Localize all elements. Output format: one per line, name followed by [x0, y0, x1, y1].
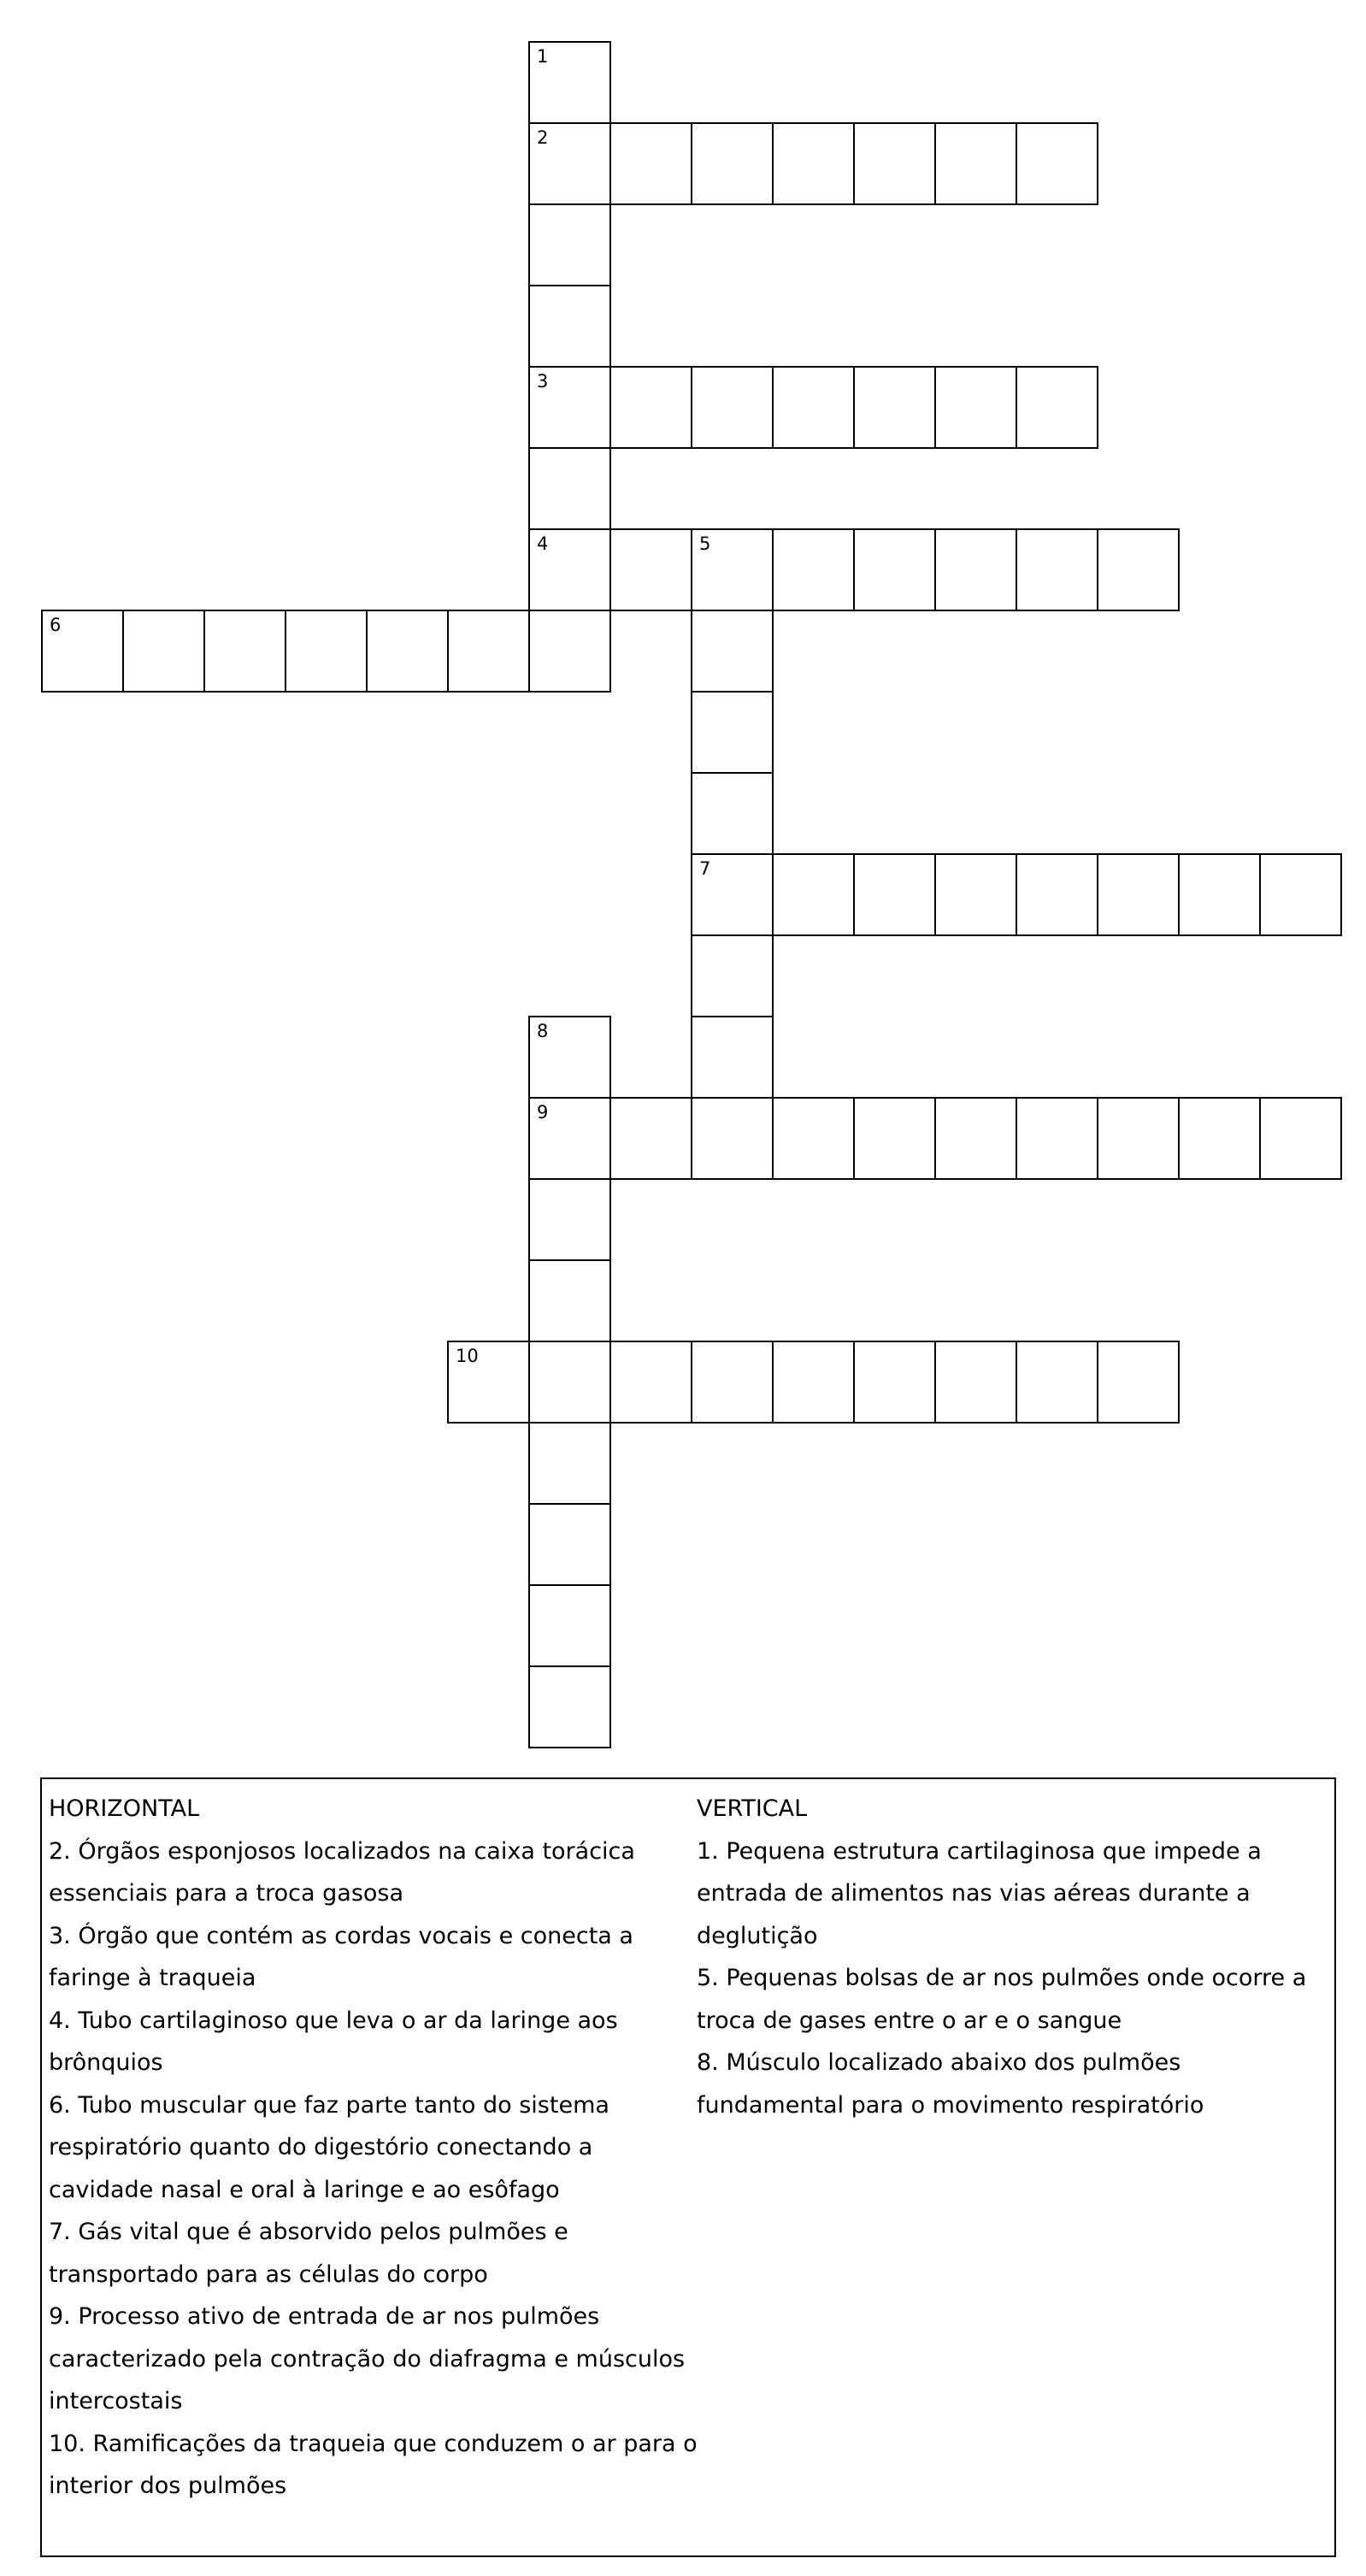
grid-cell[interactable] [691, 1097, 774, 1180]
grid-cell[interactable] [853, 366, 936, 449]
clue-horizontal-9: 9. Processo ativo de entrada de ar nos pulmões caracterizado pela contração do diafragma e músculos intercostais [49, 2303, 686, 2414]
clue-vertical-8: 8. Músculo localizado abaixo dos pulmões fundamental para o movimento respiratório [697, 2049, 1204, 2119]
grid-cell[interactable] [528, 1016, 611, 1099]
clue-number: 10 [456, 1346, 479, 1366]
grid-cell[interactable] [772, 853, 855, 936]
grid-cell[interactable] [609, 1097, 692, 1180]
clue-horizontal-10: 10. Ramificações da traqueia que conduzem o ar para o interior dos pulmões [49, 2430, 698, 2499]
grid-cell[interactable] [934, 1341, 1017, 1424]
clue-number: 4 [537, 533, 549, 554]
clue-number: 2 [537, 127, 549, 148]
grid-cell[interactable] [528, 1422, 611, 1505]
grid-cell[interactable] [1016, 366, 1098, 449]
grid-cell[interactable] [853, 853, 936, 936]
grid-cell[interactable] [528, 1665, 611, 1748]
grid-cell[interactable] [528, 1341, 611, 1424]
grid-cell[interactable] [366, 610, 449, 693]
clue-number: 1 [537, 46, 549, 67]
grid-cell[interactable] [691, 122, 774, 205]
horizontal-clues [49, 1788, 698, 2508]
grid-cell[interactable] [853, 122, 936, 205]
grid-cell[interactable] [1259, 1097, 1342, 1180]
grid-cell[interactable] [1016, 1097, 1098, 1180]
vertical-clues [697, 1788, 1331, 2126]
grid-cell[interactable] [528, 1503, 611, 1586]
grid-cell[interactable] [528, 610, 611, 693]
grid-cell[interactable] [691, 366, 774, 449]
grid-cell[interactable] [853, 1341, 936, 1424]
grid-cell[interactable] [1097, 853, 1180, 936]
grid-cell[interactable] [609, 528, 692, 611]
grid-cell[interactable] [447, 1341, 530, 1424]
grid-cell[interactable] [1097, 1097, 1180, 1180]
grid-cell[interactable] [934, 853, 1017, 936]
grid-cell[interactable] [691, 1341, 774, 1424]
grid-cell[interactable] [609, 366, 692, 449]
clue-horizontal-3: 3. Órgão que contém as cordas vocais e conecta a faringe à traqueia [49, 1922, 633, 1991]
clue-horizontal-4: 4. Tubo cartilaginoso que leva o ar da laringe aos brônquios [49, 2007, 618, 2076]
clue-vertical-1: 1. Pequena estrutura cartilaginosa que impede a entrada de alimentos nas vias aéreas durante a deglutição [697, 1837, 1262, 1949]
grid-cell[interactable] [528, 1259, 611, 1342]
grid-cell[interactable] [691, 528, 774, 611]
grid-cell[interactable] [609, 1341, 692, 1424]
grid-cell[interactable] [528, 447, 611, 530]
grid-cell[interactable] [1097, 528, 1180, 611]
clue-number: 8 [537, 1021, 549, 1041]
grid-cell[interactable] [691, 1016, 774, 1099]
clue-horizontal-2: 2. Órgãos esponjosos localizados na caixa torácica essenciais para a troca gasosa [49, 1837, 635, 1907]
clue-number: 5 [699, 533, 711, 554]
grid-cell[interactable] [122, 610, 205, 693]
horizontal-title: HORIZONTAL [49, 1795, 200, 1822]
grid-cell[interactable] [528, 528, 611, 611]
grid-cell[interactable] [528, 366, 611, 449]
grid-cell[interactable] [934, 1097, 1017, 1180]
grid-cell[interactable] [1016, 1341, 1098, 1424]
grid-cell[interactable] [691, 853, 774, 936]
grid-cell[interactable] [934, 366, 1017, 449]
grid-cell[interactable] [528, 1097, 611, 1180]
grid-cell[interactable] [203, 610, 286, 693]
grid-cell[interactable] [853, 1097, 936, 1180]
clue-number: 6 [50, 615, 62, 635]
grid-cell[interactable] [691, 934, 774, 1017]
grid-cell[interactable] [853, 528, 936, 611]
grid-cell[interactable] [447, 610, 530, 693]
grid-cell[interactable] [1178, 1097, 1261, 1180]
clues-box [40, 1777, 1336, 2557]
grid-cell[interactable] [41, 610, 124, 693]
grid-cell[interactable] [528, 122, 611, 205]
grid-cell[interactable] [691, 772, 774, 855]
grid-cell[interactable] [1178, 853, 1261, 936]
grid-cell[interactable] [772, 1341, 855, 1424]
grid-cell[interactable] [1016, 853, 1098, 936]
grid-cell[interactable] [528, 1584, 611, 1667]
grid-cell[interactable] [1016, 528, 1098, 611]
grid-cell[interactable] [691, 610, 774, 693]
grid-cell[interactable] [934, 528, 1017, 611]
grid-cell[interactable] [609, 122, 692, 205]
clue-horizontal-7: 7. Gás vital que é absorvido pelos pulmões e transportado para as células do corpo [49, 2219, 568, 2288]
grid-cell[interactable] [1097, 1341, 1180, 1424]
clue-number: 9 [537, 1102, 549, 1123]
grid-cell[interactable] [772, 122, 855, 205]
grid-cell[interactable] [934, 122, 1017, 205]
grid-cell[interactable] [285, 610, 368, 693]
grid-cell[interactable] [528, 41, 611, 124]
grid-cell[interactable] [528, 285, 611, 368]
grid-cell[interactable] [1259, 853, 1342, 936]
grid-cell[interactable] [772, 528, 855, 611]
clue-number: 7 [699, 858, 711, 879]
grid-cell[interactable] [691, 691, 774, 774]
clue-vertical-5: 5. Pequenas bolsas de ar nos pulmões onde ocorre a troca de gases entre o ar e o sangue [697, 1965, 1307, 2034]
vertical-title: VERTICAL [697, 1795, 808, 1822]
grid-cell[interactable] [772, 1097, 855, 1180]
grid-cell[interactable] [528, 203, 611, 286]
grid-cell[interactable] [772, 366, 855, 449]
clue-number: 3 [537, 371, 549, 392]
grid-cell[interactable] [528, 1178, 611, 1261]
clue-horizontal-6: 6. Tubo muscular que faz parte tanto do sistema respiratório quanto do digestório conectando a cavidade nasal e oral à laringe e ao esôfago [49, 2091, 609, 2203]
grid-cell[interactable] [1016, 122, 1098, 205]
